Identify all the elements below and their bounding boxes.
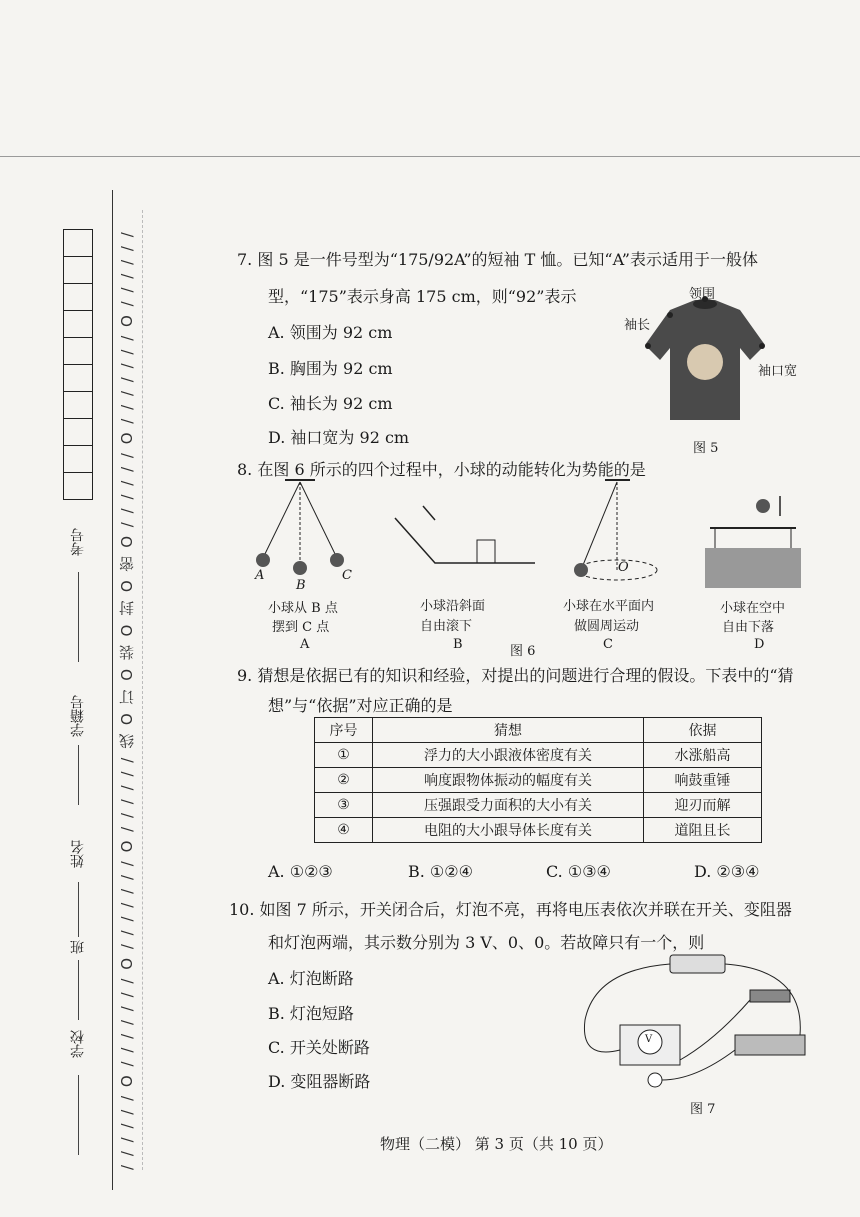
- table-cell: 响鼓重锤: [644, 768, 762, 793]
- q7-line2: 型，“175”表示身高 175 cm，则“92”表示: [268, 287, 577, 306]
- ban-label: 班: [70, 940, 86, 954]
- q9-line1: 9. 猜想是依据已有的知识和经验，对提出的问题进行合理的假设。下表中的“猜: [237, 666, 794, 685]
- fig6-a-letter: A: [300, 637, 310, 652]
- header-guess: 猜想: [373, 718, 644, 743]
- table-row: [315, 768, 762, 793]
- q9-option-c: C. ①③④: [546, 862, 611, 881]
- fig6-d-caption1: 小球在空中: [720, 601, 786, 616]
- table-cell: 浮力的大小跟液体密度有关: [373, 743, 644, 768]
- fig6-c-letter: C: [603, 637, 613, 652]
- fig6-a-caption1: 小球从 B 点: [268, 601, 338, 616]
- table-cell: 压强跟受力面积的大小有关: [373, 793, 644, 818]
- fig6-caption: 图 6: [510, 644, 536, 659]
- q10-line2: 和灯泡两端，其示数分别为 3 V、0、0。若故障只有一个，则: [268, 933, 705, 952]
- xuexiao-line: [78, 1075, 79, 1155]
- fig6-d-letter: D: [754, 637, 765, 652]
- q10-line1: 10. 如图 7 所示，开关闭合后，灯泡不亮，再将电压表依次并联在开关、变阻器: [229, 900, 792, 919]
- q9-line2: 想”与“依据”对应正确的是: [268, 696, 453, 715]
- table-row: [315, 793, 762, 818]
- circuit-figure: [575, 950, 810, 1100]
- q9-option-a: A. ①②③: [268, 862, 333, 881]
- fig6-point-a: A: [255, 568, 265, 583]
- xuejihao-line: [78, 745, 79, 805]
- table-cell: 电阻的大小跟导体长度有关: [373, 818, 644, 843]
- q7-option-a: A. 领围为 92 cm: [268, 323, 393, 342]
- table-header-row: [315, 718, 762, 743]
- header-basis: 依据: [644, 718, 762, 743]
- header-seq: 序号: [315, 718, 373, 743]
- table-cell: 水涨船高: [644, 743, 762, 768]
- table-cell: 迎刃而解: [644, 793, 762, 818]
- fig5-label-collar: 领围: [689, 287, 716, 302]
- q10-option-b: B. 灯泡短路: [268, 1004, 354, 1023]
- table-cell: ④: [315, 818, 373, 843]
- fig7-caption: 图 7: [690, 1102, 716, 1117]
- fig6-b-caption2: 自由滚下: [420, 619, 473, 634]
- table-cell: ②: [315, 768, 373, 793]
- table-row: [315, 818, 762, 843]
- xuexiao-label: 学校: [70, 1030, 86, 1058]
- fig6-point-b: B: [296, 578, 306, 593]
- fig5-caption: 图 5: [693, 441, 719, 456]
- fig6-c-caption1: 小球在水平面内: [563, 599, 655, 614]
- q9-table: [314, 717, 762, 843]
- xingming-line: [78, 882, 79, 937]
- exam-number-grid: [63, 229, 93, 509]
- q10-option-d: D. 变阻器断路: [268, 1072, 371, 1091]
- fig6-center-o: O: [618, 560, 629, 575]
- tshirt-figure: [640, 290, 770, 430]
- kaohao-label: 考号: [70, 528, 86, 556]
- page-footer: 物理（二模） 第 3 页（共 10 页）: [380, 1135, 613, 1153]
- fig6-b-caption1: 小球沿斜面: [420, 599, 486, 614]
- kaohao-line: [78, 572, 79, 662]
- ban-line: [78, 960, 79, 1020]
- fig6-c-caption2: 做圆周运动: [574, 619, 640, 634]
- fig6-point-c: C: [342, 568, 352, 583]
- q9-option-d: D. ②③④: [694, 862, 760, 881]
- q7-option-d: D. 袖口宽为 92 cm: [268, 428, 410, 447]
- voltmeter-label: V: [645, 1034, 653, 1045]
- page-top-edge: [0, 156, 860, 157]
- fig6-drawings: [245, 478, 805, 590]
- fig5-label-cuff: 袖口宽: [758, 364, 798, 379]
- dash-column: [142, 210, 143, 1170]
- table-cell: ③: [315, 793, 373, 818]
- q7-option-b: B. 胸围为 92 cm: [268, 359, 393, 378]
- binding-line: [112, 190, 113, 1190]
- q7-option-c: C. 袖长为 92 cm: [268, 394, 393, 413]
- xingming-label: 姓名: [70, 840, 86, 868]
- fig6-b-letter: B: [453, 637, 463, 652]
- seal-line-text: / / / / / / O / / / / / / / O / / / / / / / O / / / / / / 线 O 订 O 装 O 封 O 密 O / / / / / / O / / / / / / / O / / / / / /: [118, 230, 136, 1170]
- fig6-a-caption2: 摆到 C 点: [272, 620, 330, 635]
- table-row: [315, 743, 762, 768]
- table-cell: 响度跟物体振动的幅度有关: [373, 768, 644, 793]
- q7-line1: 7. 图 5 是一件号型为“175/92A”的短袖 T 恤。已知“A”表示适用于一般体: [237, 250, 758, 269]
- table-cell: ①: [315, 743, 373, 768]
- fig6-d-caption2: 自由下落: [722, 620, 775, 635]
- q10-option-a: A. 灯泡断路: [268, 969, 354, 988]
- q9-option-b: B. ①②④: [408, 862, 473, 881]
- table-cell: 道阻且长: [644, 818, 762, 843]
- q10-option-c: C. 开关处断路: [268, 1038, 370, 1057]
- fig5-label-sleeve: 袖长: [624, 318, 651, 333]
- xuejihao-label: 学籍号: [70, 695, 86, 737]
- q8-line1: 8. 在图 6 所示的四个过程中，小球的动能转化为势能的是: [237, 460, 646, 479]
